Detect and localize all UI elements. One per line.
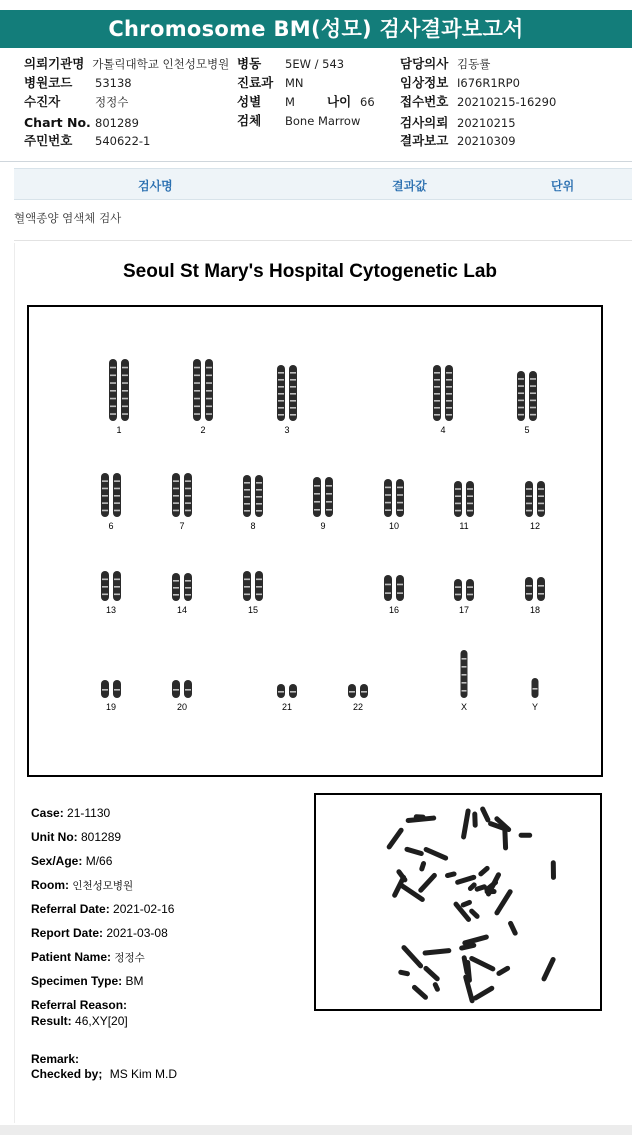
chromosome-label: 13 [105, 605, 117, 615]
lab-title: Seoul St Mary's Hospital Cytogenetic Lab [122, 261, 498, 282]
info-label: Chart No. [24, 115, 91, 130]
info-label: 임상정보 [400, 75, 449, 90]
field-value: BM [125, 974, 144, 988]
info-value: Bone Marrow [285, 114, 361, 128]
info-value: 가톨릭대학교 인천성모병원 [92, 57, 230, 71]
chromosome-label: 1 [116, 425, 122, 435]
info-value: 66 [360, 95, 375, 109]
chromosome-label: 16 [388, 605, 400, 615]
field-value: 21-1130 [67, 806, 111, 820]
info-value: 20210215 [457, 116, 516, 130]
info-label: 진료과 [237, 75, 274, 90]
field-label: Sex/Age: [31, 854, 83, 868]
field-label: Referral Reason: [31, 998, 128, 1012]
field-label: Referral Date: [31, 902, 110, 916]
chromosome-label: 6 [108, 521, 114, 531]
info-label: 성별 [237, 94, 262, 109]
field-value: 801289 [81, 830, 122, 844]
exam-name: 혈액종양 염색체 검사 [14, 211, 122, 225]
cytogenetic-report [14, 243, 632, 1123]
chromosome-label: 5 [524, 425, 530, 435]
info-value: 김동률 [457, 57, 491, 71]
chromosome-label: 8 [250, 521, 256, 531]
checked-by-label: Checked by; [31, 1067, 103, 1081]
chromosome-label: 4 [440, 425, 446, 435]
chromosome-label: 12 [529, 521, 541, 531]
chromosome-label: 15 [247, 605, 259, 615]
chromosome-label: 17 [458, 605, 470, 615]
field-value: 정정수 [114, 952, 145, 964]
field-label: Room: [31, 878, 69, 892]
remark-label: Remark: [31, 1052, 80, 1066]
bottom-scroll-area [0, 1125, 632, 1135]
divider [0, 161, 632, 162]
field-value: M/66 [85, 854, 113, 868]
chromosome-label: 10 [388, 521, 400, 531]
divider [14, 240, 632, 241]
chromosome-label: 7 [179, 521, 185, 531]
field-label: Report Date: [31, 926, 104, 940]
info-value: 20210309 [457, 134, 516, 148]
info-value: 540622-1 [95, 134, 151, 148]
field-label: Unit No: [31, 830, 78, 844]
info-label: 주민번호 [24, 133, 73, 148]
chromosome-label: 20 [176, 702, 188, 712]
field-label: Specimen Type: [31, 974, 123, 988]
column-header-result: 결과값 [392, 179, 427, 193]
info-label: 병동 [237, 56, 262, 71]
field-value: 2021-03-08 [106, 926, 168, 940]
info-value: 정정수 [95, 95, 129, 109]
checked-by-value: MS Kim M.D [109, 1067, 178, 1081]
karyogram [27, 305, 603, 777]
info-value: 801289 [95, 116, 139, 130]
metaphase-spread [316, 795, 600, 1009]
info-value: 53138 [95, 76, 132, 90]
chromosome-label: 19 [105, 702, 117, 712]
chromosome-label: 14 [176, 605, 188, 615]
field-value: 2021-02-16 [113, 902, 175, 916]
column-header-unit: 단위 [551, 179, 575, 193]
chromosome-label: X [460, 702, 468, 712]
info-label: 담당의사 [400, 56, 449, 71]
chromosome-label: 2 [200, 425, 206, 435]
chromosome-label: 18 [529, 605, 541, 615]
metaphase-image [314, 793, 602, 1011]
column-header-exam: 검사명 [138, 179, 173, 193]
field-label: Result: [31, 1014, 72, 1028]
info-label: 결과보고 [400, 133, 449, 148]
chromosome-label: Y [531, 702, 539, 712]
info-value: MN [285, 76, 304, 90]
field-value: 46,XY[20] [75, 1014, 128, 1028]
chromosome-label: 21 [281, 702, 293, 712]
result-table-header [14, 168, 632, 200]
info-value: 20210215-16290 [457, 95, 557, 109]
info-label: 의뢰기관명 [24, 56, 85, 71]
info-label: 수진자 [24, 94, 61, 109]
karyogram-image [29, 307, 601, 775]
report-title: Chromosome BM(성모) 검사결과보고서 [0, 10, 632, 48]
info-label: 병원코드 [24, 75, 73, 90]
info-label: 나이 [327, 94, 352, 109]
field-value: 인천성모병원 [72, 880, 134, 892]
chromosome-label: 3 [284, 425, 290, 435]
field-label: Case: [31, 806, 64, 820]
chromosome-label: 9 [320, 521, 326, 531]
chromosome-label: 22 [352, 702, 364, 712]
info-value: I676R1RP0 [457, 76, 520, 90]
info-value: M [285, 95, 295, 109]
chromosome-label: 11 [459, 521, 469, 531]
info-label: 검체 [237, 113, 262, 128]
info-label: 접수번호 [400, 94, 449, 109]
info-value: 5EW / 543 [285, 57, 345, 71]
field-label: Patient Name: [31, 950, 112, 964]
info-label: 검사의뢰 [400, 115, 449, 130]
